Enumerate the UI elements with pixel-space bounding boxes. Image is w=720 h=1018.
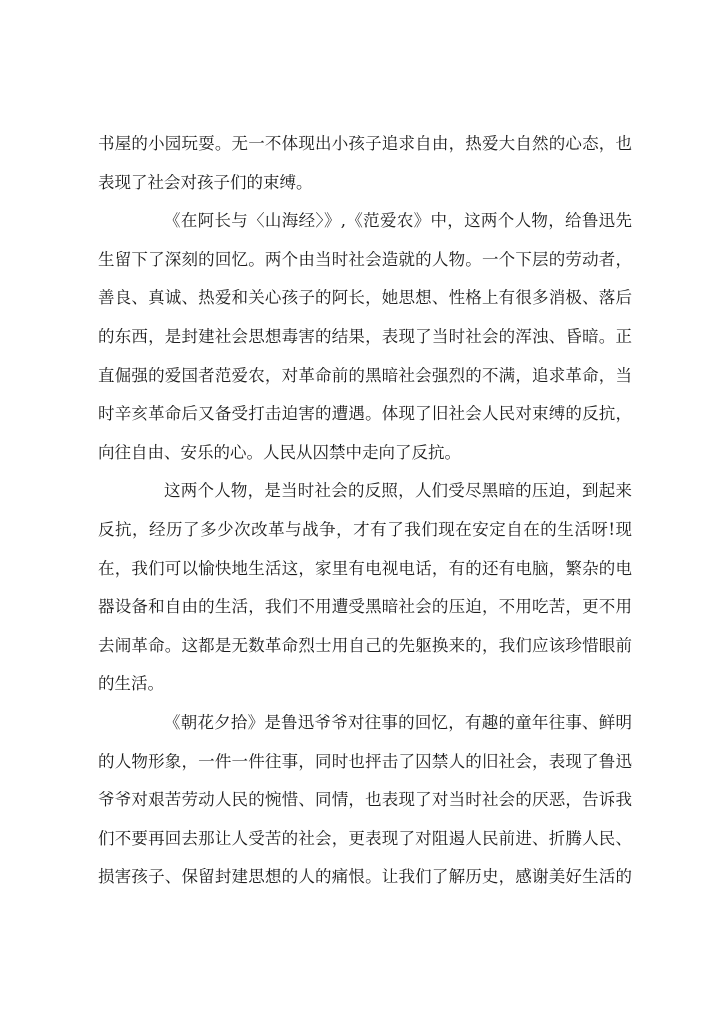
paragraph-4 [98, 704, 632, 897]
text-line: 时辛亥革命后又备受打击迫害的遭遇。体现了旧社会人民对束缚的反抗， [98, 404, 632, 424]
text-line: 的生活。 [98, 674, 164, 694]
paragraph-2 [98, 202, 632, 472]
text-line: 们不要再回去那让人受苦的社会，更表现了对阻遏人民前进、折腾人民、 [98, 828, 632, 848]
paragraph-1 [98, 125, 632, 202]
text-line: 的人物形象，一件一件往事，同时也抨击了囚禁人的旧社会，表现了鲁迅 [98, 751, 632, 771]
text-line: 表现了社会对孩子们的束缚。 [98, 172, 313, 192]
text-line: 去闹革命。这都是无数革命烈士用自己的先躯换来的，我们应该珍惜眼前 [98, 635, 632, 655]
text-line: 《在阿长与〈山海经〉》,《范爱农》中，这两个人物，给鲁迅先 [164, 211, 632, 231]
body-text [98, 125, 632, 897]
text-line: 反抗，经历了多少次改革与战争，才有了我们现在安定自在的生活呀!现 [98, 519, 632, 539]
text-line: 善良、真诚、热爱和关心孩子的阿长，她思想、性格上有很多消极、落后 [98, 288, 632, 308]
text-line: 《朝花夕拾》是鲁迅爷爷对往事的回忆，有趣的童年往事、鲜明 [164, 712, 632, 732]
text-line: 这两个人物，是当时社会的反照，人们受尽黑暗的压迫，到起来 [164, 481, 632, 501]
text-line: 爷爷对艰苦劳动人民的惋惜、同情，也表现了对当时社会的厌恶，告诉我 [98, 790, 632, 810]
text-line: 在，我们可以愉快地生活这，家里有电视电话，有的还有电脑，繁杂的电 [98, 558, 632, 578]
text-line: 损害孩子、保留封建思想的人的痛恨。让我们了解历史，感谢美好生活的 [98, 867, 632, 887]
text-line: 直倔强的爱国者范爱农，对革命前的黑暗社会强烈的不满，追求革命，当 [98, 365, 632, 385]
text-line: 向往自由、安乐的心。人民从囚禁中走向了反抗。 [98, 442, 461, 462]
text-line: 的东西，是封建社会思想毒害的结果，表现了当时社会的浑浊、昏暗。正 [98, 326, 632, 346]
paragraph-3 [98, 472, 632, 704]
text-line: 器设备和自由的生活，我们不用遭受黑暗社会的压迫，不用吃苦，更不用 [98, 597, 632, 617]
text-line: 书屋的小园玩耍。无一不体现出小孩子追求自由，热爱大自然的心态，也 [98, 134, 632, 153]
text-line: 生留下了深刻的回忆。两个由当时社会造就的人物。一个下层的劳动者， [98, 249, 632, 269]
